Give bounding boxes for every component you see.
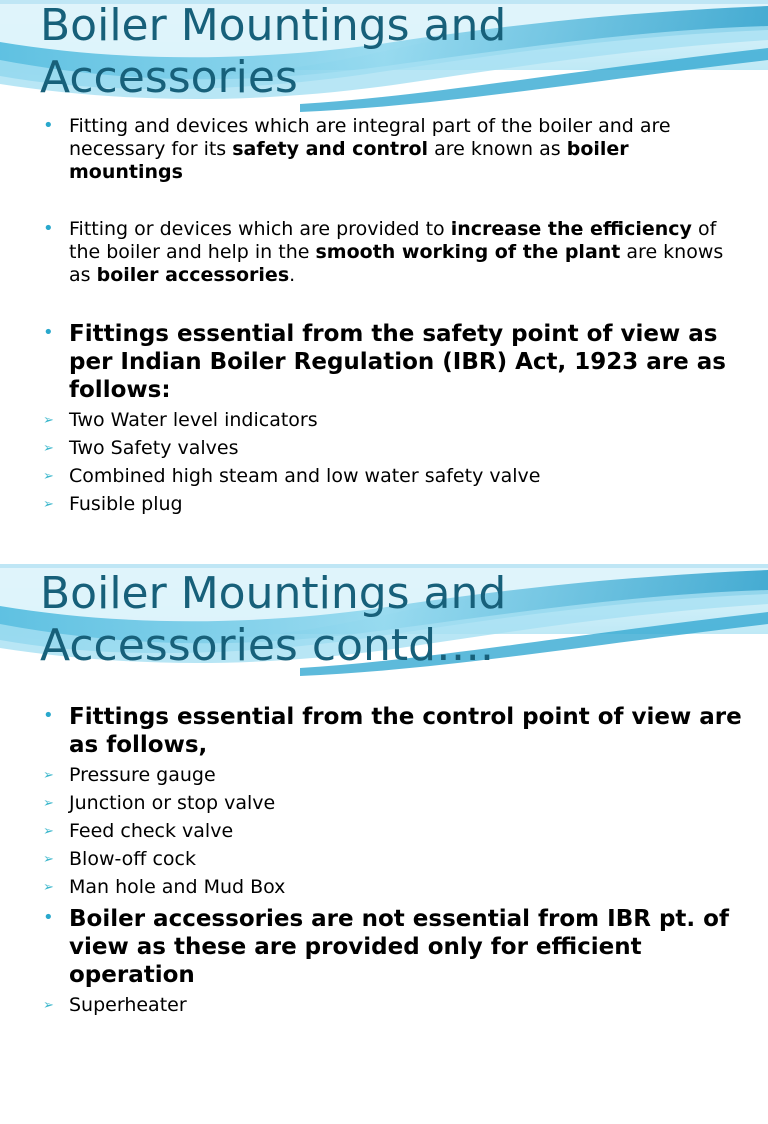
accessories-definition: Fitting or devices which are provided to increase the efficiency of the boiler and help in the smooth working of the plant are knows as boiler accessories. bbox=[69, 218, 724, 286]
arrow-bullet-icon: ➢ bbox=[43, 441, 54, 456]
ibr-safety-heading: Fittings essential from the safety point of view as per Indian Boiler Regulation (IBR) Act, 1923 are as follows: bbox=[69, 321, 726, 403]
arrow-bullet-icon: ➢ bbox=[43, 880, 54, 895]
safety-item: Two Water level indicators bbox=[69, 409, 318, 431]
title-line-2: Accessories contd…. bbox=[40, 620, 495, 671]
bullet-dot-icon: • bbox=[43, 218, 54, 239]
control-heading: Fittings essential from the control point of view are as follows, bbox=[69, 704, 742, 758]
bullet-dot-icon: • bbox=[43, 705, 54, 726]
arrow-bullet-icon: ➢ bbox=[43, 824, 54, 839]
arrow-bullet-icon: ➢ bbox=[43, 497, 54, 512]
slide-title bbox=[40, 0, 506, 104]
title-line-1: Boiler Mountings and bbox=[40, 0, 507, 51]
arrow-bullet-icon: ➢ bbox=[43, 768, 54, 783]
control-item: Junction or stop valve bbox=[69, 792, 276, 814]
slide-2 bbox=[0, 564, 768, 1124]
arrow-bullet-icon: ➢ bbox=[43, 998, 54, 1013]
mountings-definition: Fitting and devices which are integral part of the boiler and are necessary for its safety and control are known as boiler mountings bbox=[69, 115, 671, 183]
accessories-note: Boiler accessories are not essential from IBR pt. of view as these are provided only for efficient operation bbox=[69, 906, 729, 988]
arrow-bullet-icon: ➢ bbox=[43, 852, 54, 867]
accessory-item: Superheater bbox=[69, 994, 187, 1016]
title-line-2: Accessories bbox=[40, 52, 298, 103]
safety-item: Combined high steam and low water safety valve bbox=[69, 465, 541, 487]
arrow-bullet-icon: ➢ bbox=[43, 796, 54, 811]
control-item: Man hole and Mud Box bbox=[69, 876, 286, 898]
control-item: Blow-off cock bbox=[69, 848, 196, 870]
bullet-dot-icon: • bbox=[43, 322, 54, 343]
control-item: Pressure gauge bbox=[69, 764, 216, 786]
safety-item: Fusible plug bbox=[69, 493, 183, 515]
safety-item: Two Safety valves bbox=[69, 437, 239, 459]
control-item: Feed check valve bbox=[69, 820, 234, 842]
title-line-1: Boiler Mountings and bbox=[40, 568, 507, 619]
slide-1 bbox=[0, 0, 768, 560]
arrow-bullet-icon: ➢ bbox=[43, 469, 54, 484]
slide-title bbox=[40, 568, 506, 672]
bullet-dot-icon: • bbox=[43, 115, 54, 136]
bullet-dot-icon: • bbox=[43, 907, 54, 928]
arrow-bullet-icon: ➢ bbox=[43, 413, 54, 428]
